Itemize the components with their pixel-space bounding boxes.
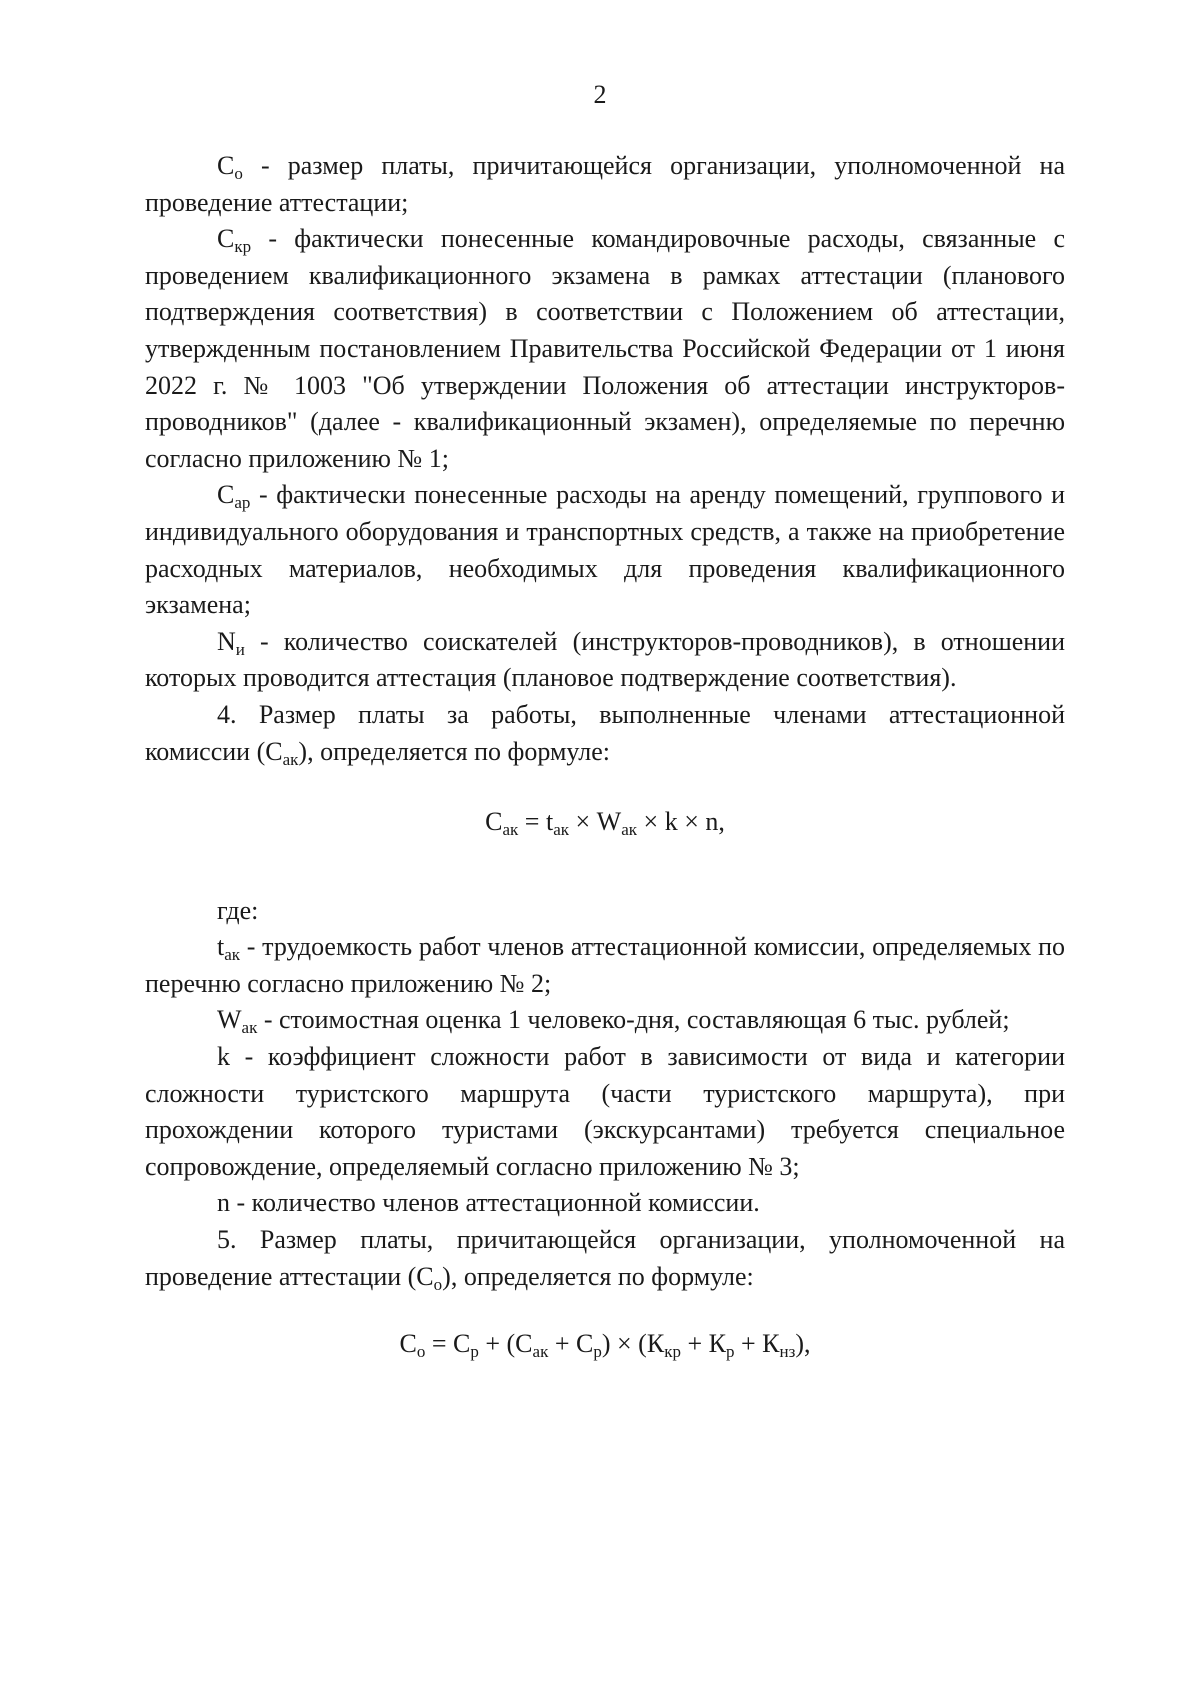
- formula-term: × k × n,: [637, 807, 725, 837]
- subscript: ак: [241, 1018, 258, 1038]
- formula-term: + К: [734, 1329, 780, 1359]
- definition-ckr: [145, 221, 1065, 477]
- definition-ni: [145, 624, 1065, 697]
- page-number: 2: [593, 80, 607, 109]
- subscript: нз: [779, 1342, 796, 1362]
- where-label: где:: [217, 895, 259, 925]
- symbol: W: [217, 1005, 242, 1035]
- subscript: ар: [234, 493, 251, 513]
- subscript: р: [593, 1342, 602, 1362]
- definition-text: - фактически понесенные расходы на аренду помещений, группового и индивидуального оборудования и транспортных средств, а также на приобретение расходных материалов, необходимых для проведения квалификационного экзамена;: [145, 480, 1065, 620]
- definition-k: k - коэффициент сложности работ в зависимости от вида и категории сложности туристского маршрута (части туристского маршрута), при прохождении которого туристами (экскурсантами) требуется специальное сопровождение, определяемый согласно приложению № 3;: [145, 1042, 1065, 1181]
- paragraph-text: 5. Размер платы, причитающейся организации, уполномоченной на проведение аттестации (С: [145, 1225, 1065, 1291]
- paragraph-text: ), определяется по формуле:: [442, 1261, 754, 1291]
- definition-wak: [145, 1002, 1065, 1039]
- definition-text: - фактически понесенные командировочные расходы, связанные с проведением квалификационного экзамена в рамках аттестации (планового подтверждения соответствия) в соответствии с Положением об аттестации, утвержденным постановлением Правительства Российской Федерации от 1 июня 2022 г. № 1003 "Об утверждении Положения об аттестации инструкторов-проводников" (далее - квалификационный экзамен), определяемые по перечню согласно приложению № 1;: [145, 224, 1065, 473]
- symbol: С: [217, 151, 235, 180]
- definition-text: - количество соискателей (инструкторов-проводников), в отношении которых проводится аттестация (плановое подтверждение соответствия).: [145, 626, 1065, 693]
- formula-cak: [145, 804, 1065, 841]
- definition-car: [145, 477, 1065, 623]
- subscript: ак: [553, 820, 569, 840]
- subscript: ак: [282, 749, 299, 769]
- formula-term: + К: [680, 1329, 726, 1359]
- document-body: [145, 148, 1065, 1363]
- symbol: С: [217, 480, 235, 510]
- formula-term: ) × (К: [601, 1329, 665, 1359]
- formula-term: С: [485, 807, 503, 837]
- subscript: ак: [621, 820, 638, 840]
- subscript: р: [470, 1342, 479, 1362]
- subscript: о: [416, 1342, 426, 1362]
- formula-term: t: [545, 807, 554, 837]
- definition-n: n - количество членов аттестационной комиссии.: [217, 1188, 760, 1218]
- formula-term: W: [596, 807, 622, 837]
- formula-co: [145, 1326, 1065, 1363]
- paragraph-5: [145, 1222, 1065, 1295]
- formula-term: + (С: [478, 1329, 533, 1359]
- subscript: ак: [532, 1342, 549, 1362]
- formula-term: ×: [569, 807, 597, 837]
- definition-text: - размер платы, причитающейся организации, уполномоченной на проведение аттестации;: [145, 151, 1065, 217]
- formula-term: + С: [548, 1329, 594, 1359]
- formula-term: ),: [795, 1329, 811, 1359]
- paragraph-text: ), определяется по формуле:: [298, 736, 611, 766]
- paragraph-4: [145, 697, 1065, 770]
- definition-text: - стоимостная оценка 1 человеко-дня, составляющая 6 тыс. рублей;: [257, 1005, 1010, 1035]
- definition-co: [145, 148, 1065, 221]
- subscript: и: [235, 639, 245, 659]
- formula-term: = С: [425, 1329, 471, 1359]
- symbol: N: [217, 626, 236, 656]
- subscript: кр: [664, 1342, 681, 1362]
- definition-tak: [145, 929, 1065, 1002]
- symbol: t: [217, 932, 225, 962]
- subscript: р: [725, 1342, 735, 1362]
- paragraph-text: 4. Размер платы за работы, выполненные членами аттестационной комиссии (С: [145, 699, 1065, 766]
- formula-term: С: [399, 1329, 417, 1359]
- subscript: кр: [234, 237, 252, 257]
- symbol: С: [217, 224, 235, 254]
- subscript: ак: [502, 820, 519, 840]
- subscript: о: [234, 164, 243, 183]
- definition-text: - трудоемкость работ членов аттестационной комиссии, определяемых по перечню согласно приложению № 2;: [145, 932, 1065, 998]
- formula-term: =: [518, 807, 546, 837]
- subscript: о: [433, 1274, 443, 1294]
- subscript: ак: [224, 945, 241, 965]
